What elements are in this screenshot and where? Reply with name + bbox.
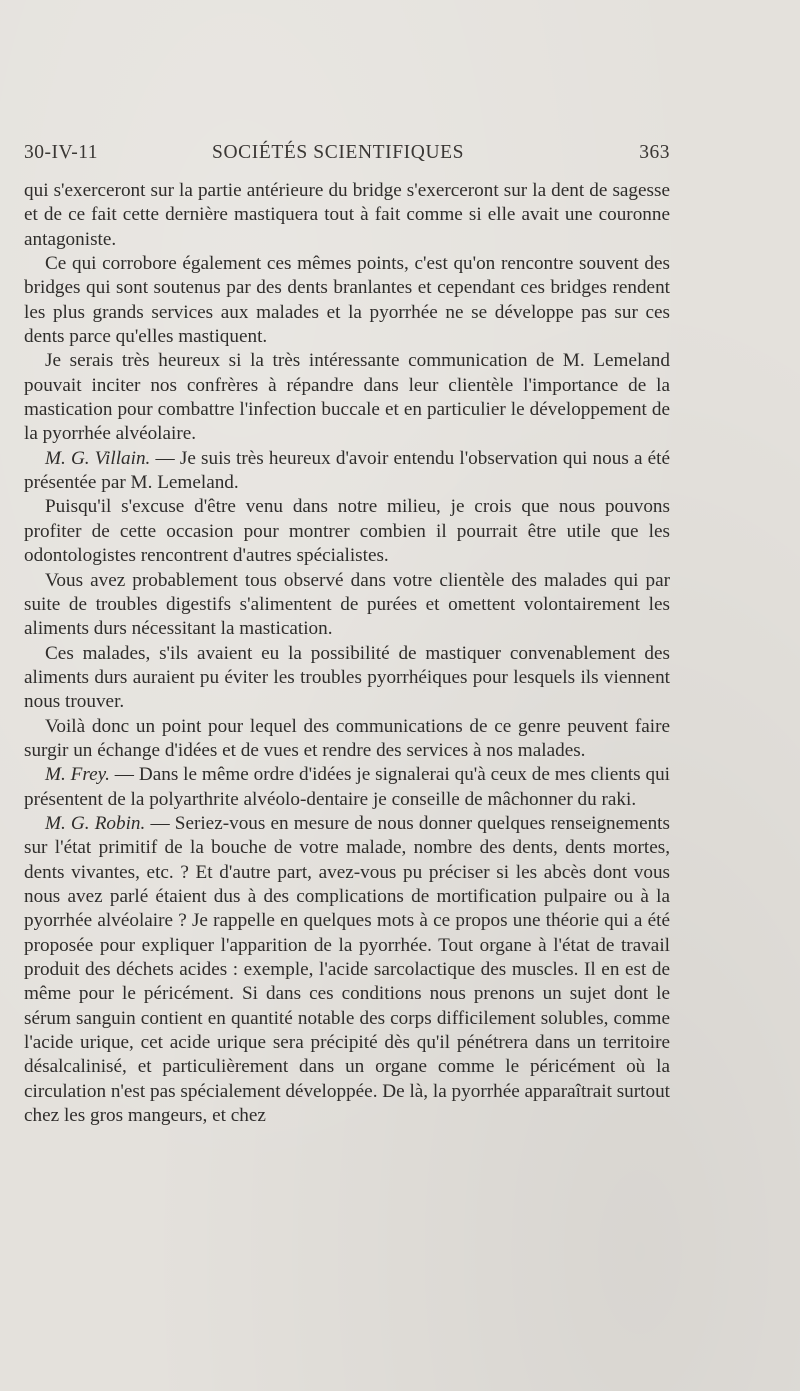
paragraph [24,179,670,252]
page-number: 363 [639,142,670,163]
paragraph-text: Je serais très heureux si la très intéressante communication de M. Lemeland pouvait inciter nos confrères à répandre dans leur clientèle l'importance de la mastication pour combattre l'infection buccale et en particulier le développement de la pyorrhée alvéolaire. [24,350,670,445]
paragraph [24,715,670,764]
paragraph [24,812,670,1128]
paragraph-text: qui s'exerceront sur la partie antérieure du bridge s'exerceront sur la dent de sagesse et de ce fait cette dernière mastiquera tout à fait comme si elle avait une couronne antagoniste. [24,180,670,250]
paragraph-text: Puisqu'il s'excuse d'être venu dans notre milieu, je crois que nous pouvons profiter de cette occasion pour montrer combien il pourrait être utile que les odontologistes rencontrent d'autres spécialistes. [24,496,670,567]
paragraph [24,763,670,812]
section-title: SOCIÉTÉS SCIENTIFIQUES [212,142,465,163]
paragraph [24,349,670,446]
running-head [24,142,670,168]
paragraph [24,495,670,568]
paragraph-text: — Dans le même ordre d'idées je signalerai qu'à ceux de mes clients qui présentent de la polyarthrite alvéolo-dentaire je conseille de mâchonner du raki. [24,764,671,810]
paragraph-text: Ces malades, s'ils avaient eu la possibilité de mastiquer convenablement des aliments durs auraient pu éviter les troubles pyorrhéiques pour lesquels ils viennent nous trouver. [24,642,670,713]
session-date: 30-IV-11 [24,142,99,163]
paragraph-text: Vous avez probablement tous observé dans votre clientèle des malades qui par suite de troubles digestifs s'alimentent de purées et omettent volontairement les aliments durs nécessitant la mastication. [24,569,670,640]
paragraph-text: — Je suis très heureux d'avoir entendu l'observation qui nous a été présentée par M. Lemeland. [24,447,670,494]
paragraph [24,447,670,496]
speaker-name: M. G. Robin. [45,812,146,834]
speaker-name: M. Frey. [45,764,110,786]
paragraph [24,252,670,349]
paragraph [24,642,670,715]
body-text [24,179,670,1128]
paragraph-text: — Seriez-vous en mesure de nous donner quelques renseignements sur l'état primitif de la bouche de votre malade, nombre des dents, dents mortes, dents vivantes, etc. ? Et d'autre part, avez-vous pu préciser si les abcès dont vous nous avez parlé étaient dus à des complications de mortification pulpaire ou à la pyorrhée alvéolaire ? Je rappelle en quelques mots à ce propos une théorie qui a été proposée pour expliquer l'apparition de la pyorrhée. Tout organe à l'état de travail produit des déchets acides : exemple, l'acide sarcolactique des muscles. Il en est de même pour le péricément. Si dans ces conditions nous prenons un sujet dont le sérum sanguin contient en quantité notable des corps difficilement solubles, comme l'acide urique, cet acide urique sera précipité dès qu'il pénétrera dans un territoire désalcalinisé, et particulièrement dans un organe comme le péricément où la circulation n'est pas spécialement développée. De là, la pyorrhée apparaîtrait surtout chez les gros mangeurs, et chez [24,812,670,1127]
paragraph [24,569,670,642]
book-page [24,142,670,1128]
paragraph-text: Ce qui corrobore également ces mêmes points, c'est qu'on rencontre souvent des bridges qui sont soutenus par des dents branlantes et cependant ces bridges rendent les plus grands services aux malades et la pyorrhée ne se développe pas sur ces dents parce qu'elles mastiquent. [24,253,670,348]
speaker-name: M. G. Villain. [45,447,151,469]
paragraph-text: Voilà donc un point pour lequel des communications de ce genre peuvent faire surgir un échange d'idées et de vues et rendre des services à nos malades. [24,715,670,761]
